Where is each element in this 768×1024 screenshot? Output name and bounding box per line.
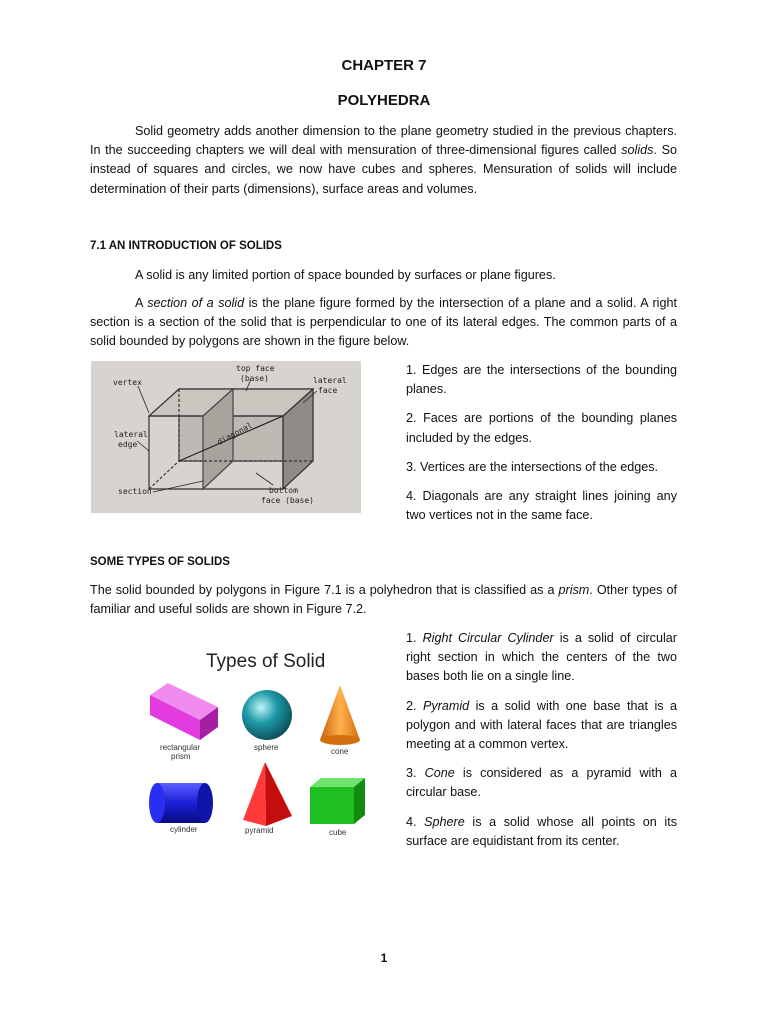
label-prism: prism bbox=[171, 752, 191, 761]
types-text-a: The solid bounded by polygons in Figure 7.1 is a polyhedron that is classified as a bbox=[90, 583, 559, 597]
section-heading-types: SOME TYPES OF SOLIDS bbox=[90, 556, 230, 568]
prism-diagram bbox=[91, 361, 361, 513]
sphere-shape bbox=[242, 690, 292, 740]
type-item-text: is a solid of circular right section in which the centers of the two bases both lie on a single line. bbox=[406, 631, 677, 684]
parts-item-diagonals: 4. Diagonals are any straight lines joining any two vertices not in the same face. bbox=[406, 489, 677, 523]
label-lateral-face-1: lateral bbox=[313, 376, 347, 385]
type-item-text: is a solid with one base that is a polygon and with lateral faces that are triangles meeting at a common vertex. bbox=[406, 698, 677, 752]
type-item-sphere bbox=[406, 813, 677, 851]
label-top-face-2: (base) bbox=[240, 374, 269, 383]
cube-shape bbox=[310, 778, 365, 824]
label-cone: cone bbox=[331, 747, 349, 756]
prism-parts-figure bbox=[91, 361, 361, 513]
label-diagonal: diagonal bbox=[215, 420, 254, 447]
type-item-term: Right Circular Cylinder bbox=[422, 631, 554, 645]
parts-item-faces: 2. Faces are portions of the bounding planes included by the edges. bbox=[406, 411, 677, 445]
type-item-number: 4. bbox=[406, 814, 425, 829]
label-cube: cube bbox=[329, 828, 347, 837]
type-item-cylinder bbox=[406, 629, 677, 687]
type-item-term: Cone bbox=[424, 766, 455, 781]
type-item-number: 3. bbox=[406, 766, 425, 781]
label-lateral-edge-2: edge bbox=[118, 440, 138, 449]
cone-shape bbox=[320, 685, 360, 745]
label-cylinder: cylinder bbox=[170, 825, 198, 834]
label-sphere: sphere bbox=[254, 743, 279, 752]
pyramid-shape bbox=[243, 762, 292, 826]
type-item-number: 2. bbox=[406, 698, 423, 713]
label-lateral-edge-1: lateral bbox=[114, 430, 148, 439]
types-paragraph bbox=[90, 581, 677, 619]
type-item-pyramid bbox=[406, 697, 677, 755]
label-pyramid: pyramid bbox=[245, 826, 274, 835]
label-section: section bbox=[118, 487, 152, 496]
rectangular-prism-shape bbox=[150, 683, 218, 740]
type-item-number: 1. bbox=[406, 631, 423, 645]
parts-item-edges: 1. Edges are the intersections of the bounding planes. bbox=[406, 363, 677, 397]
type-item-text: is considered as a pyramid with a circular base. bbox=[406, 766, 677, 800]
label-top-face-1: top face bbox=[236, 364, 275, 373]
polyhedron-parts-list bbox=[406, 361, 677, 535]
label-rectangular: rectangular bbox=[160, 743, 201, 752]
type-item-term: Sphere bbox=[424, 814, 465, 829]
types-of-solid-diagram bbox=[140, 640, 385, 845]
section-term: section of a solid bbox=[147, 296, 245, 310]
intro-text-1: Solid geometry adds another dimension to the plane geometry studied in the previous chapters. In the succeeding chapters we will deal with mensuration of three-dimensional figures called bbox=[90, 124, 677, 158]
section-heading-7-1: 7.1 AN INTRODUCTION OF SOLIDS bbox=[90, 240, 282, 252]
intro-term-solids: solids bbox=[621, 143, 654, 158]
intro-paragraph bbox=[90, 122, 677, 199]
type-item-text: is a solid whose all points on its surface are equidistant from its center. bbox=[406, 814, 677, 848]
intro-text-2: . So instead of squares and circles, we now have cubes and spheres. Mensuration of solids will include determination of their parts (dimensions), surface areas and volumes. bbox=[90, 143, 678, 196]
section-definition-paragraph bbox=[90, 294, 677, 352]
label-bottom-face-2: face (base) bbox=[261, 496, 314, 505]
page-number: 1 bbox=[380, 951, 388, 965]
section-text-a: A bbox=[135, 296, 148, 310]
chapter-title: POLYHEDRA bbox=[337, 92, 431, 109]
solid-definition: A solid is any limited portion of space bounded by surfaces or plane figures. bbox=[135, 268, 556, 282]
type-item-cone bbox=[406, 764, 677, 802]
cylinder-shape bbox=[149, 783, 213, 823]
label-bottom-face-1: bottom bbox=[269, 486, 298, 495]
figure2-title: Types of Solid bbox=[206, 651, 326, 672]
types-term-prism: prism bbox=[558, 583, 590, 597]
types-of-solids-list bbox=[406, 629, 677, 861]
parts-item-vertices: 3. Vertices are the intersections of the edges. bbox=[406, 459, 659, 474]
types-of-solid-figure bbox=[140, 640, 385, 845]
label-vertex: vertex bbox=[113, 378, 142, 387]
label-lateral-face-2: face bbox=[318, 386, 338, 395]
section-text-b: is the plane figure formed by the intersection of a plane and a solid. A right section is a section of the solid that is perpendicular to one of its lateral edges. The common parts of a solid bounded by polygons are shown in the figure below. bbox=[90, 296, 677, 349]
chapter-number: CHAPTER 7 bbox=[341, 57, 427, 74]
types-text-b: . Other types of familiar and useful solids are shown in Figure 7.2. bbox=[90, 583, 677, 617]
type-item-term: Pyramid bbox=[422, 698, 470, 713]
